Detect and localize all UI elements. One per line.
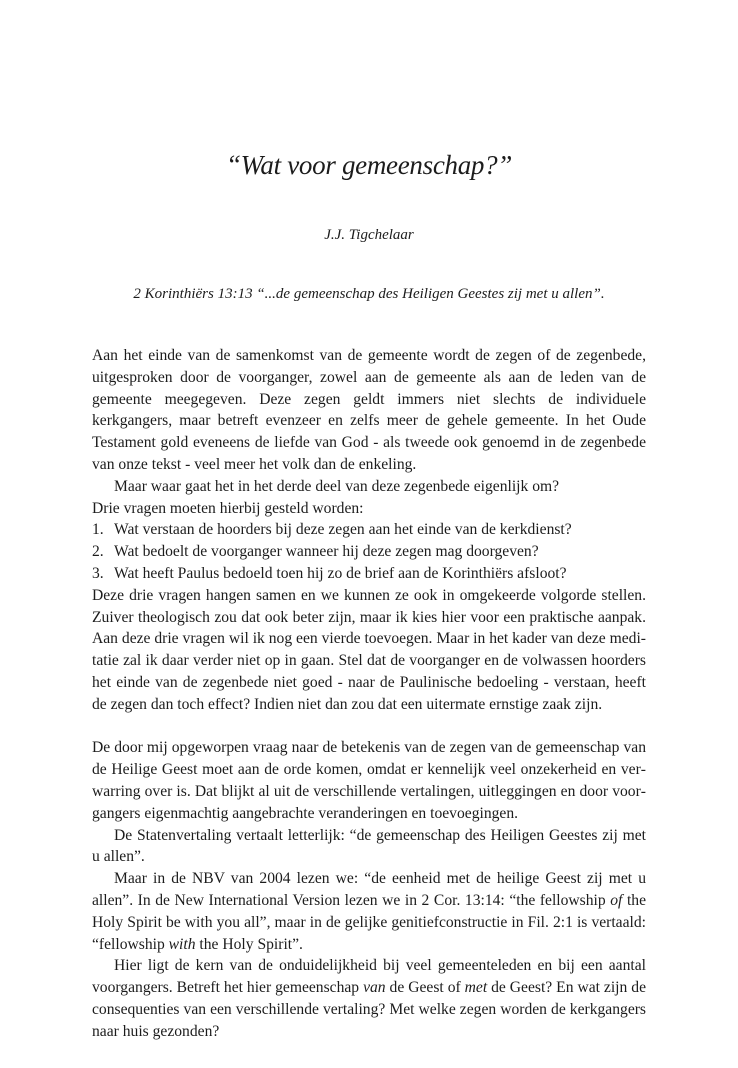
paragraph-1: Aan het einde van de samenkomst van de gemeente wordt de zegen of de zegenbede, uitgesproken door de voorganger, zowel aan de gemeente als aan de leden van de gemeente meegegeven. Deze zegen geldt immers niet slechts de individuele kerkgangers, maar betreft evenzeer en zelfs meer de gehele gemeente. In het Oude Testament gold eveneens de liefde van God - als tweede ook genoemd in de zegenbede van onze tekst - veel meer het volk dan de enkeling. <box>92 347 646 473</box>
list-text: Wat heeft Paulus bedoeld toen hij zo de brief aan de Korinthiërs afsloot? <box>114 564 567 582</box>
paragraph-3: Drie vragen moeten hierbij gesteld worden: <box>92 499 364 517</box>
epigraph-verse: 2 Korinthiërs 13:13 “...de gemeenschap des Heiligen Geestes zij met u allen”. <box>133 286 605 302</box>
emphasis: of <box>610 891 623 909</box>
list-number: 1. <box>92 521 104 539</box>
list-item <box>92 541 646 563</box>
question-list <box>92 519 646 584</box>
paragraph-5: De door mij opgeworpen vraag naar de betekenis van de zegen van de gemeenschap van de Heilige Geest moet aan de orde komen, omdat er kennelijk veel onzekerheid en verwarring over is. Dat blijkt al uit de verschillende vertalingen, uitleggingen en door voorgangers eigenmachtig aangebrachte veranderingen en toevoegingen. <box>92 739 646 822</box>
list-item <box>92 563 646 585</box>
page-title: “Wat voor gemeenschap?” <box>225 150 513 180</box>
paragraph-8: Hier ligt de kern van de onduidelijkheid bij veel gemeenteleden en bij een aantal voorgangers. Betreft het hier gemeenschap van de Geest of met de Geest? En wat zijn de consequenties van een verschillende vertaling? Met welke zegen worden de kerkgangers naar huis gezonden? <box>92 957 646 1040</box>
emphasis: met <box>464 979 488 997</box>
list-number: 2. <box>92 543 104 561</box>
body-text <box>92 345 646 1043</box>
paragraph-6: De Statenvertaling vertaalt letterlijk: “de gemeenschap des Heiligen Geestes zij met u allen”. <box>92 826 646 866</box>
emphasis: van <box>363 979 386 997</box>
author-name: J.J. Tigchelaar <box>324 227 414 243</box>
list-item <box>92 519 646 541</box>
paragraph-2: Maar waar gaat het in het derde deel van deze zegenbede eigenlijk om? <box>114 477 560 495</box>
emphasis: with <box>168 935 196 953</box>
paragraph-7: Maar in de NBV van 2004 lezen we: “de eenheid met de heilige Geest zij met u allen”. In de New International Version lezen we in 2 Cor. 13:14: “the fellowship of the Holy Spirit be with you all”, maar in de gelijke genitiefconstructie in Fil. 2:1 is vertaald: “fellowship with the Holy Spirit”. <box>92 870 647 953</box>
list-number: 3. <box>92 564 104 582</box>
list-text: Wat verstaan de hoorders bij deze zegen aan het einde van de kerkdienst? <box>114 521 572 539</box>
list-text: Wat bedoelt de voorganger wanneer hij deze zegen mag doorgeven? <box>114 543 539 561</box>
paragraph-4: Deze drie vragen hangen samen en we kunnen ze ook in omgekeerde volgorde stellen. Zuiver theologisch zou dat ook beter zijn, maar ik kies hier voor een praktische aanpak. Aan deze drie vragen wil ik nog een vierde toevoegen. Maar in het kader van deze meditatie zal ik daar verder niet op in gaan. Stel dat de voorganger en de volwassen hoorders het einde van de zegenbede niet goed - naar de Paulinische bedoeling - verstaan, heeft de zegen dan toch effect? Indien niet dan zou dat een uitermate ernstige zaak zijn. <box>92 586 646 713</box>
